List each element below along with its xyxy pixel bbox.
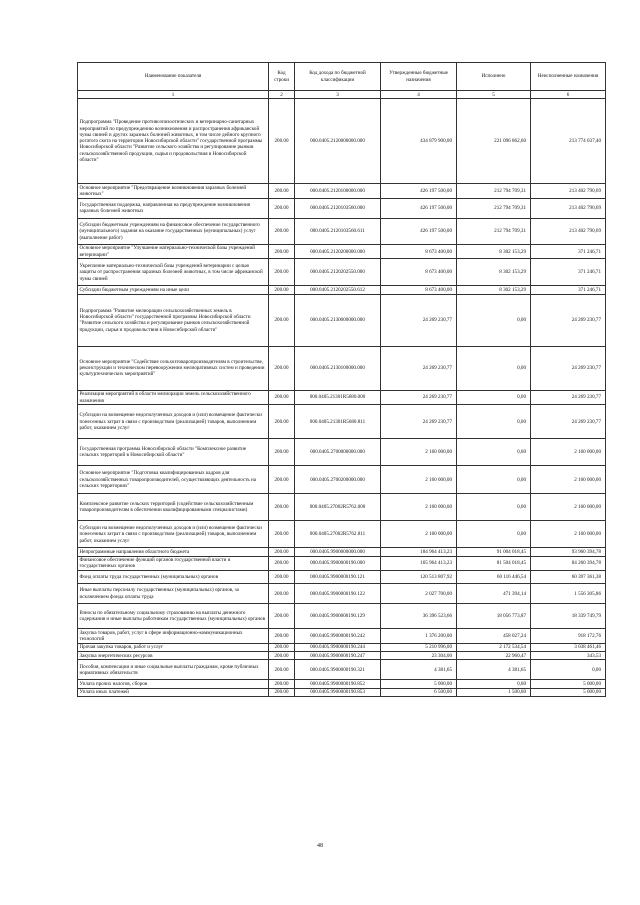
row-approved: 4 381,65 (381, 660, 457, 680)
column-number: 3 (295, 91, 381, 99)
table-row (78, 660, 606, 680)
row-executed: 8 302 153,29 (457, 259, 531, 286)
row-name: Финансовое обеспечение функций органов государственной власти и государственных органов (78, 556, 269, 571)
row-name: Основное мероприятие "Содействие сельхозтоваропроизводителям в строительстве, реконструкции и техническом перевооружении мелиоративных систем и проведении культуртехнических мероприятий" (78, 346, 269, 390)
row-income-code: 000.0405.2120000000.000 (295, 99, 381, 184)
row-line-code: 200.00 (269, 390, 295, 405)
row-line-code: 200.00 (269, 571, 295, 584)
row-income-code: 000.0405.9900000190.244 (295, 643, 381, 651)
table-row (78, 99, 606, 184)
row-income-code: 000.0405.9900000190.321 (295, 660, 381, 680)
column-number: 5 (457, 91, 531, 99)
row-line-code: 200.00 (269, 604, 295, 629)
row-executed: 81 504 018,45 (457, 556, 531, 571)
row-executed: 91 004 018,45 (457, 548, 531, 556)
table-row (78, 390, 606, 405)
row-name: Фонд оплаты труда государственных (муниципальных) органов (78, 571, 269, 584)
row-executed: 0,00 (457, 466, 531, 494)
row-approved: 24 269 230,77 (381, 390, 457, 405)
row-income-code: 000.0405.2120202550.612 (295, 286, 381, 294)
row-name: Укрепление материально-технической базы учреждений ветеринарии с целью защиты от распространения заразных болезней животных, в том числе африканской чумы свиней (78, 259, 269, 286)
row-line-code: 200.00 (269, 259, 295, 286)
row-approved: 8 673 400,00 (381, 244, 457, 259)
row-approved: 2 160 000,00 (381, 466, 457, 494)
row-income-code: 000.0405.27002R5762.000 (295, 494, 381, 521)
row-executed: 0,00 (457, 494, 531, 521)
table-row (78, 571, 606, 584)
row-approved: 1 376 200,00 (381, 629, 457, 644)
row-approved: 426 197 500,00 (381, 184, 457, 199)
row-unexecuted: 5 000,00 (531, 688, 606, 696)
row-approved: 2 160 000,00 (381, 439, 457, 466)
row-unexecuted: 18 339 749,79 (531, 604, 606, 629)
row-line-code: 200.00 (269, 494, 295, 521)
table-row (78, 466, 606, 494)
table-row (78, 259, 606, 286)
row-unexecuted: 0,00 (531, 660, 606, 680)
column-number: 4 (381, 91, 457, 99)
row-name: Основное мероприятие "Подготовка квалифицированных кадров для сельскохозяйственных товаропроизводителей, осуществляющих деятельность на сельских территориях" (78, 466, 269, 494)
row-unexecuted: 24 269 230,77 (531, 390, 606, 405)
row-unexecuted: 918 172,76 (531, 629, 606, 644)
column-number-row (78, 91, 606, 99)
row-line-code: 200.00 (269, 548, 295, 556)
row-approved: 2 027 700,00 (381, 584, 457, 604)
row-line-code: 200.00 (269, 286, 295, 294)
row-approved: 36 396 523,66 (381, 604, 457, 629)
row-line-code: 200.00 (269, 198, 295, 218)
row-name: Уплата прочих налогов, сборов (78, 680, 269, 688)
row-line-code: 200.00 (269, 466, 295, 494)
table-row (78, 405, 606, 439)
row-name: Субсидии на возмещение недополученных доходов и (или) возмещение фактически понесенных затрат в связи с производством (реализацией) товаров, выполнением работ, оказанием услуг (78, 405, 269, 439)
row-name: Иные выплаты персоналу государственных (муниципальных) органов, за исключением фонда оплаты труда (78, 584, 269, 604)
row-executed: 1 500,00 (457, 688, 531, 696)
row-unexecuted: 24 269 230,77 (531, 346, 606, 390)
table-row (78, 521, 606, 548)
row-income-code: 000.0405.2120103560.000 (295, 198, 381, 218)
row-income-code: 000.0405.2700200000.000 (295, 466, 381, 494)
row-unexecuted: 213 402 790,69 (531, 198, 606, 218)
row-name: Государственная программа Новосибирской области "Комплексное развитие сельских территорий в Новосибирской области" (78, 439, 269, 466)
row-executed: 0,00 (457, 405, 531, 439)
row-executed: 212 794 709,31 (457, 184, 531, 199)
row-line-code: 200.00 (269, 660, 295, 680)
row-approved: 24 269 230,77 (381, 294, 457, 346)
row-executed: 0,00 (457, 346, 531, 390)
row-income-code: 000.0405.9900000190.121 (295, 571, 381, 584)
row-income-code: 000.0405.9900000190.852 (295, 680, 381, 688)
row-approved: 5 000,00 (381, 680, 457, 688)
row-approved: 23 304,00 (381, 652, 457, 660)
header-approved: Утвержденные бюджетные назначения (381, 63, 457, 91)
column-number: 2 (269, 91, 295, 99)
header-executed: Исполнено (457, 63, 531, 91)
row-approved: 120 513 807,92 (381, 571, 457, 584)
budget-report-sheet (77, 62, 605, 697)
row-approved: 24 269 230,77 (381, 346, 457, 390)
row-unexecuted: 371 246,71 (531, 259, 606, 286)
page-number: 48 (317, 843, 323, 849)
row-income-code: 000.0405.9900000190.247 (295, 652, 381, 660)
row-approved: 165 964 413,23 (381, 556, 457, 571)
row-income-code: 000.0405.2120202550.000 (295, 259, 381, 286)
row-executed: 22 960,47 (457, 652, 531, 660)
row-name: Основное мероприятие "Предотвращение возникновения заразных болезней животных" (78, 184, 269, 199)
row-income-code: 000.0405.2120200000.000 (295, 244, 381, 259)
header-line-code: Код строки (269, 63, 295, 91)
row-line-code: 200.00 (269, 652, 295, 660)
row-line-code: 200.00 (269, 218, 295, 244)
table-row (78, 604, 606, 629)
row-approved: 8 673 400,00 (381, 259, 457, 286)
row-income-code: 000.0405.2700000000.000 (295, 439, 381, 466)
row-name: Основное мероприятие "Улучшение материально-технической базы учреждений ветеринарии" (78, 244, 269, 259)
budget-execution-table (77, 62, 606, 697)
row-executed: 60 116 446,54 (457, 571, 531, 584)
row-income-code: 000.0405.2120100000.000 (295, 184, 381, 199)
row-name: Государственная поддержка, направленная на предупреждение возникновения заразных болезней животных (78, 198, 269, 218)
row-executed: 221 096 862,60 (457, 99, 531, 184)
table-row (78, 184, 606, 199)
table-row (78, 286, 606, 294)
table-row (78, 556, 606, 571)
row-income-code: 000.0405.21301R5680.811 (295, 405, 381, 439)
table-row (78, 629, 606, 644)
row-executed: 0,00 (457, 439, 531, 466)
row-income-code: 000.0405.27002R5762.811 (295, 521, 381, 548)
row-unexecuted: 24 269 230,77 (531, 405, 606, 439)
row-name: Закупка энергетических ресурсов (78, 652, 269, 660)
row-name: Уплата иных платежей (78, 688, 269, 696)
row-executed: 0,00 (457, 680, 531, 688)
row-income-code: 000.0405.2130000000.000 (295, 294, 381, 346)
table-row (78, 548, 606, 556)
row-name: Комплексное развитие сельских территорий (содействие сельскохозяйственным товаропроизводителям в обеспечении квалифицированными специалистами) (78, 494, 269, 521)
row-income-code: 000.0405.2130100000.000 (295, 346, 381, 390)
row-approved: 8 673 400,00 (381, 286, 457, 294)
row-name: Закупка товаров, работ, услуг в сфере информационно-коммуникационных технологий (78, 629, 269, 644)
table-row (78, 680, 606, 688)
row-unexecuted: 1 556 305,86 (531, 584, 606, 604)
header-name: Наименование показателя (78, 63, 269, 91)
row-income-code: 000.0405.2120103560.611 (295, 218, 381, 244)
table-row (78, 244, 606, 259)
row-line-code: 200.00 (269, 405, 295, 439)
row-executed: 2 172 534,54 (457, 643, 531, 651)
table-row (78, 198, 606, 218)
row-name: Взносы по обязательному социальному страхованию на выплаты денежного содержания и иные выплаты работникам государственных (муниципальных) органов (78, 604, 269, 629)
row-unexecuted: 371 246,71 (531, 244, 606, 259)
table-row (78, 494, 606, 521)
row-approved: 2 160 000,00 (381, 521, 457, 548)
row-unexecuted: 213 402 790,69 (531, 218, 606, 244)
row-line-code: 200.00 (269, 439, 295, 466)
row-name: Подпрограмма "Развитие мелиорации сельскохозяйственных земель в Новосибирской области" государственной программы Новосибирской области "Развитие сельского хозяйства и регулирование рынков сельскохозяйственной продукции, сырья и продовольствия в Новосибирской области" (78, 294, 269, 346)
row-approved: 426 197 500,00 (381, 198, 457, 218)
row-executed: 458 027,24 (457, 629, 531, 644)
table-row (78, 218, 606, 244)
row-line-code: 200.00 (269, 680, 295, 688)
row-income-code: 000.0405.9900000000.000 (295, 548, 381, 556)
row-executed: 0,00 (457, 294, 531, 346)
table-row (78, 346, 606, 390)
row-line-code: 200.00 (269, 244, 295, 259)
row-executed: 8 302 153,29 (457, 244, 531, 259)
row-unexecuted: 5 000,00 (531, 680, 606, 688)
row-name: Субсидии бюджетным учреждениям на иные цели (78, 286, 269, 294)
row-name: Прочая закупка товаров, работ и услуг (78, 643, 269, 651)
row-unexecuted: 93 960 394,78 (531, 548, 606, 556)
header-income-code: Код дохода по бюджетной классификации (295, 63, 381, 91)
row-line-code: 200.00 (269, 521, 295, 548)
row-line-code: 200.00 (269, 643, 295, 651)
row-unexecuted: 3 038 461,46 (531, 643, 606, 651)
row-name: Пособия, компенсации и иные социальные выплаты гражданам, кроме публичных нормативных обязательств (78, 660, 269, 680)
row-income-code: 000.0405.21301R5680.000 (295, 390, 381, 405)
table-row (78, 439, 606, 466)
row-executed: 18 056 773,87 (457, 604, 531, 629)
table-row (78, 294, 606, 346)
row-unexecuted: 343,53 (531, 652, 606, 660)
row-executed: 0,00 (457, 521, 531, 548)
row-unexecuted: 371 246,71 (531, 286, 606, 294)
row-executed: 212 794 709,31 (457, 198, 531, 218)
row-approved: 434 879 900,00 (381, 99, 457, 184)
table-body (78, 99, 606, 697)
row-executed: 0,00 (457, 390, 531, 405)
header-unexecuted: Неисполненные назначения (531, 63, 606, 91)
header-row (78, 63, 606, 91)
row-income-code: 000.0405.9900000190.000 (295, 556, 381, 571)
row-line-code: 200.00 (269, 688, 295, 696)
row-unexecuted: 60 397 361,38 (531, 571, 606, 584)
row-approved: 5 210 996,00 (381, 643, 457, 651)
row-line-code: 200.00 (269, 294, 295, 346)
row-line-code: 200.00 (269, 556, 295, 571)
table-row (78, 584, 606, 604)
table-row (78, 652, 606, 660)
row-executed: 471 394,14 (457, 584, 531, 604)
row-name: Непрограммные направления областного бюджета (78, 548, 269, 556)
row-income-code: 000.0405.9900000190.242 (295, 629, 381, 644)
row-unexecuted: 2 160 000,00 (531, 466, 606, 494)
table-row (78, 643, 606, 651)
column-number: 1 (78, 91, 269, 99)
column-number: 6 (531, 91, 606, 99)
row-unexecuted: 2 160 000,00 (531, 494, 606, 521)
row-approved: 2 160 000,00 (381, 494, 457, 521)
row-approved: 426 197 500,00 (381, 218, 457, 244)
row-name: Подпрограмма "Проведение противоэпизоотических и ветеринарно-санитарных мероприятий по предупреждению возникновения и распространения африканской чумы свиней и других заразных болезней животных, в том числе дейного крупного рогатого скота на территории Новосибирской области" государственной программы Новосибирской области "Развитие сельского хозяйства и регулирование рынков сельскохозяйственной продукции, сырья и продовольствия в Новосибирской области" (78, 99, 269, 184)
row-approved: 24 269 230,77 (381, 405, 457, 439)
row-unexecuted: 2 160 000,00 (531, 521, 606, 548)
row-unexecuted: 84 260 394,78 (531, 556, 606, 571)
row-unexecuted: 213 774 037,40 (531, 99, 606, 184)
row-executed: 8 302 153,29 (457, 286, 531, 294)
row-income-code: 000.0405.9900000190.129 (295, 604, 381, 629)
row-name: Реализация мероприятий в области мелиорации земель сельскохозяйственного назначения (78, 390, 269, 405)
row-income-code: 000.0405.9900000190.122 (295, 584, 381, 604)
row-executed: 4 381,65 (457, 660, 531, 680)
row-line-code: 200.00 (269, 184, 295, 199)
row-executed: 212 794 709,31 (457, 218, 531, 244)
row-unexecuted: 213 402 790,69 (531, 184, 606, 199)
row-income-code: 000.0405.9900000190.853 (295, 688, 381, 696)
row-line-code: 200.00 (269, 584, 295, 604)
row-line-code: 200.00 (269, 346, 295, 390)
row-approved: 6 500,00 (381, 688, 457, 696)
row-name: Субсидии бюджетным учреждениям на финансовое обеспечение государственного (муниципального) задания на оказание государственных (муниципальных) услуг (выполнение работ) (78, 218, 269, 244)
row-line-code: 200.00 (269, 99, 295, 184)
table-row (78, 688, 606, 696)
row-line-code: 200.00 (269, 629, 295, 644)
row-unexecuted: 2 160 000,00 (531, 439, 606, 466)
row-unexecuted: 24 269 230,77 (531, 294, 606, 346)
row-name: Субсидии на возмещение недополученных доходов и (или) возмещение фактически понесенных затрат в связи с производством (реализацией) товаров, выполнением работ, оказанием услуг (78, 521, 269, 548)
row-approved: 184 964 413,23 (381, 548, 457, 556)
